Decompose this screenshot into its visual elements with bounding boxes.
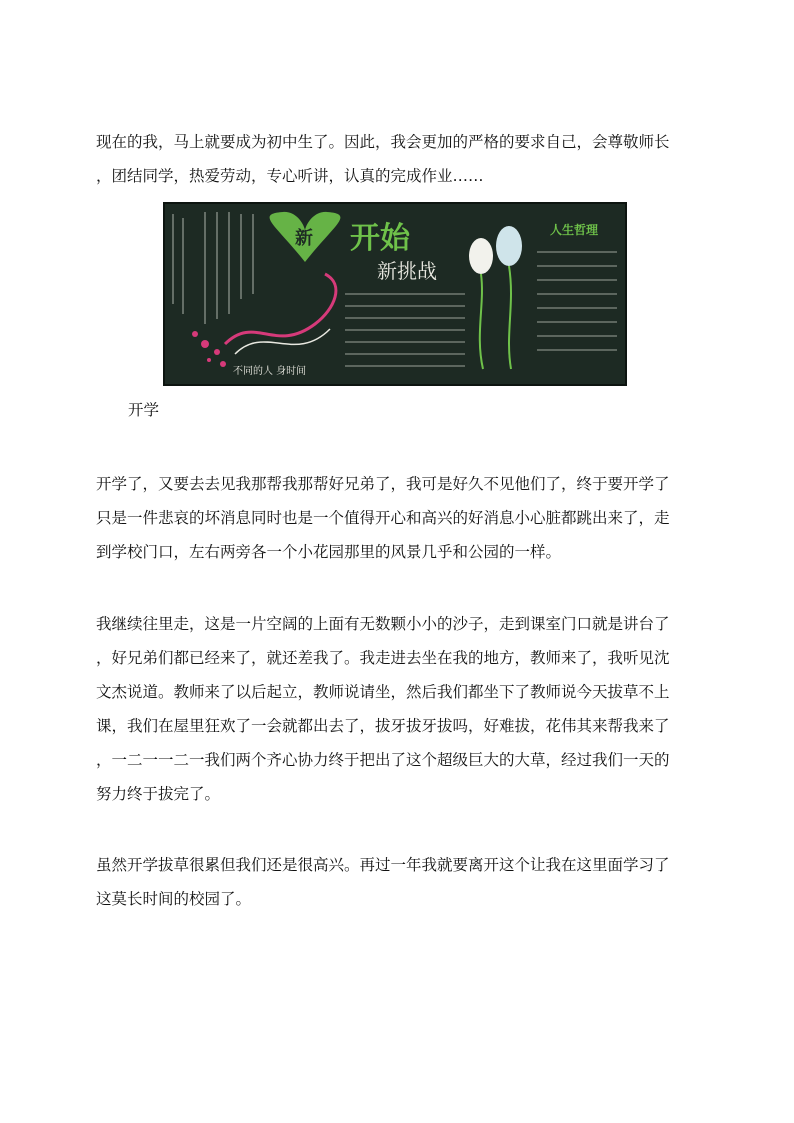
board-subtitle: 新挑战 <box>377 259 437 283</box>
board-title: 开始 <box>350 221 410 256</box>
bottom-banner: 不同的人 身时间 <box>233 366 307 377</box>
blue-balloon <box>496 226 522 266</box>
intro-paragraph: 现在的我，马上就要成为初中生了。因此，我会更加的严格的要求自己，会尊敬师长 ，团结同学，热爱劳动，专心听讲，认真的完成作业…… <box>96 133 670 185</box>
paragraph-ending: 虽然开学拔草很累但我们还是很高兴。再过一年我就要离开这个让我在这里面学习了 这莫长时间的校园了。 <box>96 856 670 908</box>
paragraph-classroom: 我继续往里走，这是一片空阔的上面有无数颗小小的沙子，走到课室门口就是讲台了 ，好兄弟们都已经来了，就还差我了。我走进去坐在我的地方，教师来了，我听见沈 文杰说道。教师来了以后起立，教师说请坐，然后我们都坐下了教师说今天拔草不上 课，我们在屋里狂欢了一会就都出去了，拔牙拔牙拔吗，好难拔，花伟其来帮我来了 ，一二一一二一我们两个齐心协力终于把出了这个超级巨大的大草，经过我们一天的 努力终于拔完了。 <box>96 615 670 803</box>
pink-swirl <box>225 274 336 344</box>
blackboard-drawing <box>165 204 625 384</box>
blackboard-image <box>163 202 627 386</box>
chalk-text-left <box>173 212 253 324</box>
white-balloon <box>469 238 493 274</box>
heart-char: 新 <box>295 228 313 249</box>
dots-decoration <box>192 331 226 367</box>
paragraph-school-start: 开学了，又要去去见我那帮我那帮好兄弟了，我可是好久不见他们了，终于要开学了 只是一件悲哀的坏消息同时也是一个值得开心和高兴的好消息小心脏都跳出来了，走 到学校门口，左右两旁各一个小花园那里的风景几乎和公园的一样。 <box>96 475 670 561</box>
chalk-text-middle <box>345 294 465 366</box>
right-title: 人生哲理 <box>550 223 599 237</box>
chalk-text-right <box>537 252 617 350</box>
image-caption: 开学 <box>128 401 160 419</box>
